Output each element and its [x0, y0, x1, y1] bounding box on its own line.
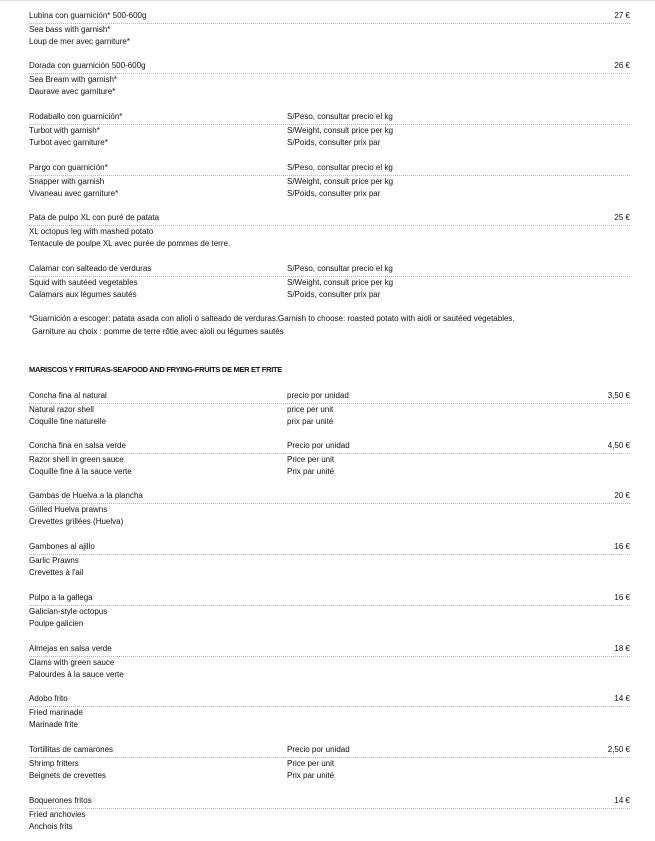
- item-name-es: Pata de pulpo XL con puré de patata: [29, 213, 160, 222]
- item-name-fr: Tentacule de poulpe XL avec purée de pommes de terre.: [29, 239, 231, 248]
- item-name-es: Adobo frito: [29, 694, 68, 703]
- item-price: 16 €: [614, 593, 630, 602]
- item-name-es: Pulpo a la gallega: [29, 593, 93, 602]
- menu-item-concha-salsa-verde: [29, 440, 630, 479]
- menu-item-rodaballo: [29, 111, 630, 150]
- item-price-note-es: Precio por unidad: [287, 745, 350, 754]
- item-price: 20 €: [614, 491, 630, 500]
- menu-item-gambas-huelva: [29, 490, 630, 529]
- item-price: 14 €: [614, 796, 630, 805]
- item-price-note-fr: S/Poids, consulter prix par: [287, 189, 381, 198]
- item-name-en: Sea Bream with garnish*: [29, 74, 118, 84]
- item-name-es: Rodaballo con guarnición*: [29, 112, 123, 121]
- item-name-fr: Coquille fine naturelle: [29, 417, 106, 426]
- garnish-note-line-1: *Guarnición a escoger: patata asada con alioli o salteado de verduras.Garnish to choose: roasted potato with aioli or sautéed vegetables.: [29, 314, 515, 323]
- menu-item-almejas: [29, 643, 630, 682]
- item-name-es: Concha fina al natural: [29, 391, 107, 400]
- item-name-en: Snapper with garnish: [29, 176, 105, 186]
- item-price-note-en: S/Weight, consult price per kg: [287, 176, 394, 186]
- menu-item-lubina: [29, 10, 630, 49]
- menu-item-calamar: [29, 263, 630, 302]
- item-name-fr: Crevettes grillées (Huelva): [29, 517, 124, 526]
- item-name-es: Tortillitas de camarones: [29, 745, 114, 754]
- item-price-note-fr: Prix par unité: [287, 771, 335, 780]
- section-title-seafood: MARISCOS Y FRITURAS-SEAFOOD AND FRYING-FRUITS DE MER ET FRITE: [29, 365, 282, 374]
- menu-item-concha-natural: [29, 390, 630, 429]
- menu-item-tortillitas: [29, 744, 630, 783]
- garnish-note: [29, 313, 630, 338]
- item-price: 16 €: [614, 542, 630, 551]
- item-price-note-en: S/Weight, consult price per kg: [287, 125, 394, 135]
- menu-item-adobo: [29, 693, 630, 732]
- item-name-es: Boquerones fritos: [29, 796, 92, 805]
- item-price: 14 €: [614, 694, 630, 703]
- item-name-en: Grilled Huelva prawns: [29, 504, 108, 514]
- item-price: 27 €: [614, 11, 630, 20]
- menu-item-dorada: [29, 60, 630, 99]
- item-name-en: Fried marinade: [29, 707, 83, 717]
- item-name-en: Galician-style octopus: [29, 606, 108, 616]
- item-name-en: Razor shell in green sauce: [29, 454, 124, 464]
- item-price-note-es: S/Peso, consultar precio el kg: [287, 112, 393, 121]
- menu-item-pulpo-xl: [29, 212, 630, 251]
- item-price-note-fr: prix par unité: [287, 417, 334, 426]
- item-price-note-en: Price per unit: [287, 758, 335, 768]
- item-name-fr: Anchois frits: [29, 822, 73, 831]
- item-name-fr: Marinade frite: [29, 720, 78, 729]
- item-price-note-en: price per unit: [287, 404, 334, 414]
- item-name-fr: Coquille fine à la sauce verte: [29, 467, 132, 476]
- item-name-fr: Loup de mer avec garniture*: [29, 37, 130, 46]
- item-name-en: Natural razor shell: [29, 404, 94, 414]
- item-price-note-fr: S/Poids, consulter prix par: [287, 138, 381, 147]
- menu-item-pulpo-gallega: [29, 592, 630, 631]
- item-name-en: Squid with sautéed vegetables: [29, 277, 138, 287]
- item-name-fr: Vivaneau avec garniture*: [29, 189, 119, 198]
- menu-item-boquerones: [29, 795, 630, 834]
- menu-item-pargo: [29, 162, 630, 201]
- item-name-fr: Turbot avec garniture*: [29, 138, 108, 147]
- item-price: 26 €: [614, 61, 630, 70]
- item-name-en: Shrimp fritters: [29, 758, 79, 768]
- item-name-es: Gambones al ajillo: [29, 542, 95, 551]
- item-name-en: Garlic Prawns: [29, 555, 79, 565]
- item-price-note-es: precio por unidad: [287, 391, 349, 400]
- item-name-es: Pargo con guarnición*: [29, 163, 108, 172]
- garnish-note-line-2: Garniture au choix : pomme de terre rôtie avec aïoli ou légumes sautés: [32, 326, 284, 336]
- item-price-note-en: Price per unit: [287, 454, 335, 464]
- item-name-es: Lubina con guarnición* 500-600g: [29, 11, 147, 20]
- item-name-fr: Beignets de crevettes: [29, 771, 106, 780]
- item-name-en: Clams with green sauce: [29, 657, 115, 667]
- item-price-note-fr: Prix par unité: [287, 467, 335, 476]
- item-price: 4,50 €: [607, 441, 630, 450]
- item-price-note-fr: S/Poids, consulter prix par: [287, 290, 381, 299]
- item-name-fr: Calamars aux légumes sautés: [29, 290, 137, 299]
- item-name-en: Turbot with garnish*: [29, 125, 100, 135]
- item-name-es: Almejas en salsa verde: [29, 644, 112, 653]
- item-price: 25 €: [614, 213, 630, 222]
- item-name-es: Dorada con guarnición 500-600g: [29, 61, 146, 70]
- item-name-en: Fried anchovies: [29, 809, 86, 819]
- item-name-en: XL octopus leg with mashed potato: [29, 226, 154, 236]
- item-price: 18 €: [614, 644, 630, 653]
- item-name-fr: Palourdes à la sauce verte: [29, 670, 124, 679]
- item-price: 3,50 €: [607, 391, 630, 400]
- item-name-fr: Crevettes à l'ail: [29, 568, 84, 577]
- top-divider: [0, 0, 655, 1]
- item-price-note-es: S/Peso, consultar precio el kg: [287, 163, 393, 172]
- item-name-es: Calamar con salteado de verduras: [29, 264, 152, 273]
- item-price-note-es: S/Peso, consultar precio el kg: [287, 264, 393, 273]
- item-price: 2,50 €: [607, 745, 630, 754]
- item-price-note-es: Precio por unidad: [287, 441, 350, 450]
- item-name-fr: Poulpe galicien: [29, 619, 84, 628]
- menu-item-gambones-ajillo: [29, 541, 630, 580]
- item-name-fr: Daurave avec garniture*: [29, 87, 116, 96]
- item-price-note-en: S/Weight, consult price per kg: [287, 277, 394, 287]
- item-name-es: Concha fina en salsa verde: [29, 441, 126, 450]
- item-name-es: Gambas de Huelva a la plancha: [29, 491, 143, 500]
- item-name-en: Sea bass with garnish*: [29, 24, 111, 34]
